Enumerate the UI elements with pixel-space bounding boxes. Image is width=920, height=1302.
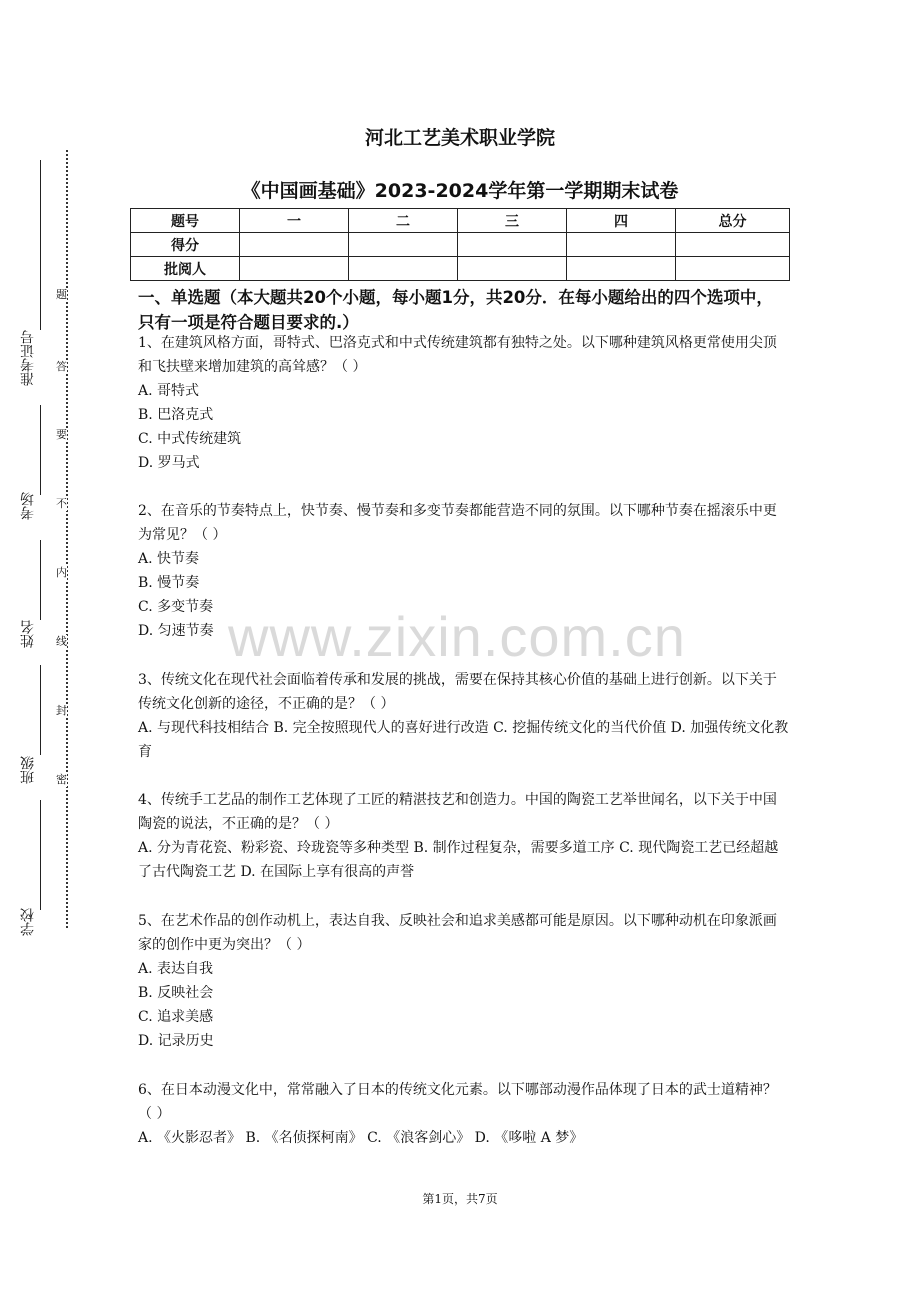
question-stem: 5、在艺术作品的创作动机上，表达自我、反映社会和追求美感都可能是原因。以下哪种动机在印象派画家的创作中更为突出？（ ）: [138, 913, 777, 953]
seal-char: 封: [56, 704, 67, 717]
option-d[interactable]: D. 匀速节奏: [138, 623, 214, 639]
table-header-cell: 一: [240, 209, 349, 233]
question-stem: 4、传统手工艺品的制作工艺体现了工匠的精湛技艺和创造力。中国的陶瓷工艺举世闻名，以下关于中国陶瓷的说法，不正确的是？（ ）: [138, 792, 777, 832]
table-row-label: 批阅人: [131, 257, 240, 281]
field-label-class: 班级: [20, 756, 36, 784]
field-line-school: [40, 800, 41, 910]
options-inline[interactable]: A. 分为青花瓷、粉彩瓷、玲珑瓷等多种类型 B. 制作过程复杂，需要多道工序 C. 现代陶瓷工艺已经超越了古代陶瓷工艺 D. 在国际上享有很高的声誉: [138, 840, 779, 880]
question-4: [138, 788, 790, 884]
table-header-cell: 题号: [131, 209, 240, 233]
option-d[interactable]: D. 记录历史: [138, 1033, 214, 1049]
seal-char: 线: [56, 635, 67, 648]
score-cell[interactable]: [676, 233, 790, 257]
options-inline[interactable]: A. 《火影忍者》 B. 《名侦探柯南》 C. 《浪客剑心》 D. 《哆啦 A 梦》: [138, 1130, 584, 1146]
score-table-row: [131, 233, 790, 257]
option-a[interactable]: A. 快节奏: [138, 551, 200, 567]
grader-cell[interactable]: [567, 257, 676, 281]
score-cell[interactable]: [349, 233, 458, 257]
field-label-exam-room: 考场: [20, 492, 36, 520]
section-heading: 一、单选题（本大题共20个小题，每小题1分，共20分．在每小题给出的四个选项中，只有一项是符合题目要求的.）: [138, 288, 773, 332]
table-row-label: 得分: [131, 233, 240, 257]
binding-dotted-line: [66, 150, 68, 928]
grader-cell[interactable]: [349, 257, 458, 281]
school-title: 河北工艺美术职业学院: [364, 127, 555, 149]
seal-char: 题: [56, 288, 67, 301]
table-header-cell: 总分: [676, 209, 790, 233]
watermark: www.zixin.com.cn: [228, 605, 686, 668]
option-b[interactable]: B. 巴洛克式: [138, 407, 214, 423]
field-label-school: 学校: [20, 908, 36, 936]
seal-char: 内: [56, 566, 67, 579]
grader-cell[interactable]: [458, 257, 567, 281]
table-header-cell: 三: [458, 209, 567, 233]
question-stem: 2、在音乐的节奏特点上，快节奏、慢节奏和多变节奏都能营造不同的氛围。以下哪种节奏在摇滚乐中更为常见？（ ）: [138, 503, 777, 543]
options-inline[interactable]: A. 与现代科技相结合 B. 完全按照现代人的喜好进行改造 C. 挖掘传统文化的当代价值 D. 加强传统文化教育: [138, 720, 789, 760]
score-table-header-row: [131, 209, 790, 233]
field-label-exam-number: 准考证号: [20, 330, 36, 386]
score-table: [130, 208, 790, 281]
field-line-name: [40, 540, 41, 620]
question-stem: 6、在日本动漫文化中，常常融入了日本的传统文化元素。以下哪部动漫作品体现了日本的武士道精神？（ ）: [138, 1082, 777, 1122]
option-b[interactable]: B. 慢节奏: [138, 575, 200, 591]
question-stem: 3、传统文化在现代社会面临着传承和发展的挑战，需要在保持其核心价值的基础上进行创新。以下关于传统文化创新的途径，不正确的是？（ ）: [138, 672, 777, 712]
table-header-cell: 四: [567, 209, 676, 233]
grader-cell[interactable]: [240, 257, 349, 281]
score-cell[interactable]: [567, 233, 676, 257]
seal-char: 不: [56, 497, 67, 510]
page-footer: 第1页，共7页: [422, 1192, 498, 1206]
seal-char: 密: [56, 773, 67, 786]
question-stem: 1、在建筑风格方面，哥特式、巴洛克式和中式传统建筑都有独特之处。以下哪种建筑风格更常使用尖顶和飞扶壁来增加建筑的高耸感？（ ）: [138, 335, 777, 375]
table-header-cell: 二: [349, 209, 458, 233]
option-c[interactable]: C. 中式传统建筑: [138, 431, 242, 447]
score-table-row: [131, 257, 790, 281]
score-cell[interactable]: [458, 233, 567, 257]
seal-char: 答: [56, 360, 67, 373]
grader-cell[interactable]: [676, 257, 790, 281]
question-3: [138, 668, 790, 764]
option-b[interactable]: B. 反映社会: [138, 985, 214, 1001]
score-cell[interactable]: [240, 233, 349, 257]
field-label-name: 姓名: [20, 620, 36, 648]
seal-char: 要: [56, 428, 67, 441]
option-d[interactable]: D. 罗马式: [138, 455, 200, 471]
question-5: [138, 909, 790, 1053]
option-a[interactable]: A. 表达自我: [138, 961, 214, 977]
exam-title: 《中国画基础》2023-2024学年第一学期期末试卷: [241, 180, 679, 202]
option-c[interactable]: C. 追求美感: [138, 1009, 214, 1025]
field-line-class: [40, 665, 41, 755]
option-a[interactable]: A. 哥特式: [138, 383, 200, 399]
question-1: [138, 331, 790, 475]
question-6: [138, 1078, 790, 1150]
field-line-exam-room: [40, 405, 41, 495]
option-c[interactable]: C. 多变节奏: [138, 599, 214, 615]
